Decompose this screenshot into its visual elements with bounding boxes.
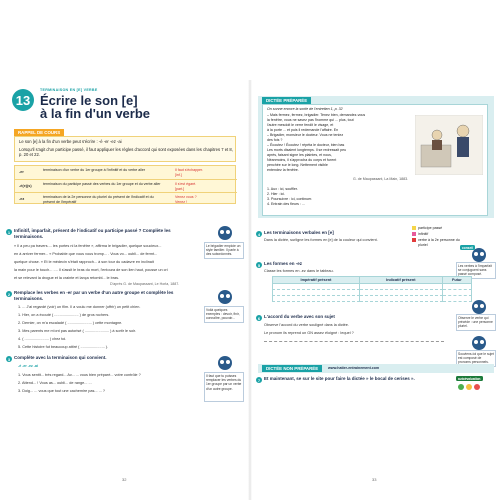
legend-swatch [412, 238, 416, 242]
tip-tag: conseil [462, 245, 473, 250]
rappel-row [15, 166, 237, 179]
side-note: Souviens-toi que le sujet est composé de pronoms personnels. [456, 350, 496, 367]
rappel-row-tag2: [part.] [175, 187, 185, 191]
dictee-source: G. de Maupassant, La Main, 1883. [353, 177, 409, 181]
exercise-1-line: en à arriver fermer... « Probable que vous vous tromp... . Vous vo... oubli... de fermt... [14, 252, 158, 256]
exercise-6-title: L'accord du verbe avec son sujet [264, 314, 335, 319]
dictee2-banner: DICTÉE NON PRÉPARÉE [262, 365, 322, 372]
exercise-3-line: 2. Attend... ! Vous as... oubli... de range... ... [18, 381, 92, 385]
table-header: Indicatif présent [359, 277, 442, 284]
legend-label: participe passé [418, 226, 443, 230]
rappel-row [15, 179, 237, 192]
exercise-3-line: 3. Doig... ... vous que tout une cachemire pas... ... ? [18, 389, 105, 393]
rappel-row-tag: -é(e)(s) [19, 184, 32, 188]
dictee-illustration [415, 115, 483, 175]
exercise-5-text: Classe les formes en -ez dans le tableau. [264, 269, 334, 273]
dictee-line: l'autre mesdoit le verre fendit le visage, et [267, 123, 334, 127]
exercise-7-title: Et maintenant, se sur le site pour faire la dictée » le bocal de cerises ». [264, 376, 415, 381]
dictee-line: – Mais fermez, fermez, brigadier. Tenez bien, demandez-vous [267, 113, 366, 117]
rappel-row-tag2: Venez ! [175, 200, 187, 204]
dictee-line: – Brigadier, monsieur le docteur. Vous ne teniez [267, 133, 344, 137]
page-number: 32 [122, 477, 127, 482]
rappel-row-tag2: [inf.] [175, 173, 182, 177]
dictee-line: à la porte ... et puis il redemande l'affaire. En [267, 128, 339, 132]
smiley-sad-icon[interactable] [474, 384, 480, 390]
page-number: 33 [372, 477, 377, 482]
owl-mascot-icon [218, 290, 232, 304]
rappel-row-example: Il faut s'échapper. [175, 168, 204, 172]
exercise-1-title: Infinitif, imparfait, présent de l'indicatif ou participe passé ? Complète les terminaisons. [14, 228, 171, 239]
legend-swatch [412, 232, 416, 236]
rappel-bullets [14, 136, 236, 162]
legend-label: verbe à la 2e personne du pluriel [418, 238, 460, 247]
exercise-1-line: quelque chose. » Et le médecin s'était rapproch... à son tour du cadavre en inclinait [14, 260, 154, 264]
side-note: Les verbes à l'imparfait se conjuguent sans passé composé. [456, 262, 496, 279]
exercise-1-line: « Il a peu pa travers.... les portes ni la fenêtre », affirma le brigadier, quelque soucieux... [14, 244, 162, 248]
exercise-4-text: Dans la dictée, surligne les formes en [e] de la couleur qui convient. [264, 238, 378, 242]
exercise-number: 3 [7, 356, 11, 362]
exercise-3-title: Complète avec la terminaison qui convient. [14, 355, 107, 360]
exercise-number: 1 [7, 229, 11, 235]
rappel-bullet-1: Le son [e] à la fin d'un verbe peut s'écrire : -é -er -ez -ai [19, 139, 122, 144]
legend-swatch [412, 226, 416, 230]
lesson-title-line2: à la fin d'un verbe [40, 106, 151, 121]
exercise-6-line: Le pronom ils reprend un GN assez éloigné : lequel ? [264, 331, 354, 335]
owl-mascot-icon [472, 248, 486, 262]
lesson-title-line1: Écrire le son [e] [40, 93, 138, 108]
owl-mascot-icon [472, 300, 486, 314]
table-header: Impératif présent [273, 277, 360, 284]
side-note: Observe le verbe qui précède : une personne pluriel. [456, 314, 496, 331]
exercise-3-options: -é -er -ez -ai [18, 364, 38, 368]
rappel-row-example: Venez vous ? [175, 195, 197, 199]
exercise-2-line: 4. ( ....................... ) chez toi. [18, 337, 67, 341]
glossary-item: 2. Hier : ici. [267, 192, 285, 196]
side-note: Le brigadier emploie un style familier. Il parle à des subordonnés. [204, 242, 244, 259]
dictee-line: Les morts disaient longtemps. Il se redressait peu [267, 148, 347, 152]
exercise-6-line: Observe l'accord du verbe souligné dans la dictée. [264, 323, 349, 327]
lesson-number: 13 [12, 89, 34, 111]
dictee-line: des fois ? [267, 138, 283, 142]
dictee-text-box [262, 104, 488, 216]
dictee-line: la fenêtre, vous ne savez pas l'homme qui ... plus, tout [267, 118, 354, 122]
glossary-item: 1. Aux : ici, souffler. [267, 187, 298, 191]
side-note: Il faut que tu puisses remplacer les verbes du 1er groupe par un verbe d'un autre groupe. [204, 372, 244, 402]
exercise-2-line: 5. Cette histoire fut beaucoup attiré ( ....................... ). [18, 345, 109, 349]
right-page [250, 0, 500, 500]
table-header: Futur [442, 277, 471, 284]
exercise-4-title: Les terminaisons verbales en [e] [264, 230, 334, 235]
smiley-happy-icon[interactable] [458, 384, 464, 390]
dictee-line: Néanmoins, il s'approcha du corps et furent [267, 158, 337, 162]
exercise-number: 7 [257, 377, 261, 383]
table-row [273, 296, 472, 302]
owl-mascot-icon [218, 356, 232, 370]
exercise-2-line: 1. ... J'ai regardé (voir) un film. Il a voulu me donner (offrir) un petit chien. [18, 305, 141, 309]
rappel-banner: RAPPEL DE COURS [14, 129, 64, 136]
dictee-banner: DICTÉE PRÉPARÉE [262, 97, 311, 104]
smiley-neutral-icon[interactable] [466, 384, 472, 390]
exercise-1-source: D'après G. de Maupassant, Le Horla, 1887. [110, 282, 180, 286]
rappel-row-example: Il s'est égaré. [175, 182, 197, 186]
exercise-2-line: 2. Dernier, on m'a escaladé ( ....................... ) cette montagne. [18, 321, 123, 325]
exercise-number: 5 [257, 262, 261, 268]
exercise-number: 6 [257, 315, 261, 321]
dictee2-link[interactable]: www.hatier-entrainement.com [328, 366, 380, 370]
dictee-line: penchée sur le long. Nettement visible [267, 163, 328, 167]
rappel-table [14, 165, 236, 204]
rappel-row-text: terminaison du participe passé des verbes du 1er groupe et du verbe aller [43, 182, 161, 186]
auto-eval-tag: autoévaluation [458, 376, 481, 381]
rappel-row-tag: -er [19, 170, 24, 174]
glossary-item: 4. Entrain des fleurs : ... [267, 202, 305, 206]
answer-line[interactable] [264, 341, 444, 342]
rappel-row-tag: -ez [19, 197, 25, 201]
exercise-number: 4 [257, 231, 261, 237]
rappel-bullet-2: Lorsqu'il s'agit d'un participe passé, il faut appliquer les règles d'accord qui sont exposées dans les chapitres 7 et 8, p. 20 et 22. [19, 147, 233, 158]
rappel-row [15, 192, 237, 205]
dictee-intro: On sonne encore la sortie de l'entretien 1, p. 32 [267, 107, 343, 111]
glossary-item: 3. Poursuivre : ici, continuer. [267, 197, 313, 201]
legend-label: infinitif [418, 232, 429, 236]
rappel-row-text: terminaison d'un verbe du 1er groupe à l'infinitif et du verbe aller [43, 168, 146, 172]
forms-table [272, 276, 472, 302]
side-note: Voilà quelques exemples : devoir, finir, connaître, pouvoir... [204, 306, 244, 323]
rappel-row-text: terminaison de la 2e personne du pluriel du présent de l'indicatif et du présent de l'impératif [43, 195, 154, 204]
exercise-3-line: 1. Vous sentit... très regard... Av... ... vous bien préparé... votre contrôle ? [18, 373, 141, 377]
dictee-line: – Écoutez ! Écoutez ! répéta le docteur, bien bas [267, 143, 345, 147]
exercise-2-line: 1. Hier, on a écouté ( ....................... ) de gros rochers. [18, 313, 110, 317]
exercise-5-title: Les formes en -ez [264, 261, 303, 266]
dictee-line: entendez la fenêtre. [267, 168, 299, 172]
exercise-1-line: et se relevant la drogue et la crainte et lança retombl... le bras. [14, 276, 120, 280]
lesson-eyebrow: TERMINAISON EN [E] VERBE [40, 88, 98, 92]
exercise-2-title: Remplace les verbes en -er par un verbe d'un autre groupe et complète les terminaisons. [14, 290, 174, 301]
dictee-line: après, faisant signe les plaintes, et nous, [267, 153, 332, 157]
owl-mascot-icon [218, 226, 232, 240]
owl-mascot-icon [472, 336, 486, 350]
exercise-1-line: la main pour le touch... .... Il s'assit le bras du mort, l'entoura de son lien haut, pousse un cri [14, 268, 168, 272]
exercise-2-line: 3. Mes parents me m'ont pas autorisé ( ....................... ) à sortir le soir. [18, 329, 137, 333]
exercise-number: 2 [7, 291, 11, 297]
